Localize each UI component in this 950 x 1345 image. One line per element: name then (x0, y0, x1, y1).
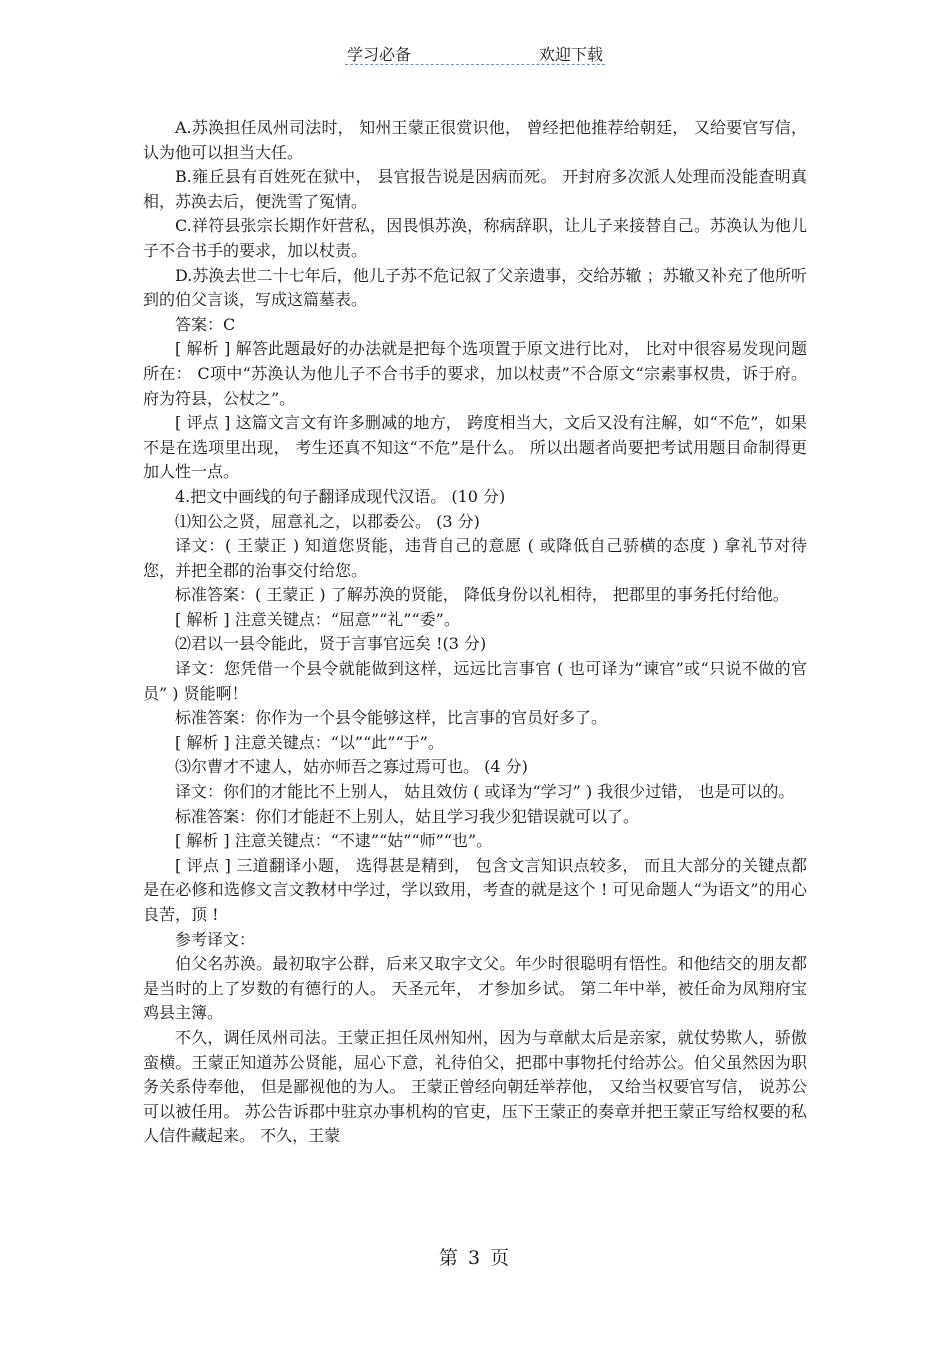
paragraph-sentence-2: ⑵君以一县令能此，贤于言事官远矣 !(3 分) (175, 634, 487, 654)
paragraph-standard-answer-3: 标准答案：你们才能赶不上别人，姑且学习我少犯错误就可以了。 (175, 806, 640, 826)
paragraph-translation-3: 译文：你们的才能比不上别人， 姑且效仿 ( 或译为“学习” ) 我很少过错， 也是可以的。 (175, 782, 795, 802)
paragraph-sentence-1: ⑴知公之贤，屈意礼之，以郡委公。 (3 分) (175, 511, 480, 531)
paragraph-analysis-1: [ 解析 ] 注意关键点：“屈意”“礼”“委”。 (175, 609, 460, 629)
paragraph-translation-1: 译文：( 王蒙正 ) 知道您贤能，违背自己的意愿 ( 或降低自己骄横的态度 ) 拿礼节对待您，并把全郡的治事交付给您。 (143, 536, 807, 580)
paragraph-reference-heading: 参考译文： (175, 929, 256, 949)
document-body (143, 116, 807, 1149)
paragraph-standard-answer-2: 标准答案：你作为一个县令能够这样，比言事的官员好多了。 (175, 708, 608, 728)
header-right-text: 欢迎下载 (538, 45, 603, 64)
paragraph-answer: 答案：C (175, 314, 236, 334)
paragraph-analysis-2: [ 解析 ] 注意关键点：“以”“此”“于”。 (175, 732, 444, 752)
paragraph-analysis: [ 解析 ] 解答此题最好的办法就是把每个选项置于原文进行比对， 比对中很容易发现问题所在： C项中“苏涣认为他儿子不合书手的要求，加以杖责”不合原文“宗素事权贵，诉于府。府为符县，公杖之”。 (143, 339, 807, 408)
paragraph-option-a: A.苏涣担任凤州司法时， 知州王蒙正很赏识他， 曾经把他推荐给朝廷， 又给要官写信，认为他可以担当大任。 (143, 118, 807, 162)
paragraph-option-c: C.祥符县张宗长期作奸营私，因畏惧苏涣，称病辞职，让儿子来接替自己。苏涣认为他儿子不合书手的要求，加以杖责。 (143, 216, 807, 260)
paragraph-comment-2: [ 评点 ] 三道翻译小题， 选得甚是精到， 包含文言知识点较多， 而且大部分的关键点都是在必修和选修文言文教材中学过，学以致用，考查的就是这个 ! 可见命题人“为语文”的用心良苦，顶 ! (143, 855, 807, 924)
header-left-text: 学习必备 (347, 45, 412, 64)
page-header (345, 42, 605, 65)
page-number: 第 3 页 (438, 1247, 512, 1269)
paragraph-option-d: D.苏涣去世二十七年后，他儿子苏不危记叙了父亲遗事，交给苏辙 ；苏辙又补充了他所听到的伯父言谈，写成这篇墓表。 (143, 265, 807, 310)
paragraph-comment: [ 评点 ] 这篇文言文有许多删减的地方， 跨度相当大，文后又没有注解，如“不危”，如果不是在选项里出现， 考生还真不知这“不危”是什么。 所以出题者尚要把考试用题目命制得更加人性一点。 (143, 413, 807, 482)
paragraph-sentence-3: ⑶尔曹才不逮人，姑亦师吾之寡过焉可也。 (4 分) (175, 757, 528, 777)
paragraph-reference-2: 不久，调任凤州司法。王蒙正担任凤州知州，因为与章献太后是亲家，就仗势欺人，骄傲蛮横。王蒙正知道苏公贤能，屈心下意，礼待伯父，把郡中事物托付给苏公。伯父虽然因为职务关系侍奉他， 但是鄙视他的为人。 王蒙正曾经向朝廷举荐他， 又给当权要官写信， 说苏公可以被任用。 苏公告诉郡中驻京办事机构的官吏，压下王蒙正的奏章并把王蒙正写给权要的私人信件藏起来。 不久，王蒙 (143, 1027, 807, 1146)
paragraph-analysis-3: [ 解析 ] 注意关键点：“不逮”“姑”“师”“也”。 (175, 831, 493, 851)
paragraph-standard-answer-1: 标准答案：( 王蒙正 ) 了解苏涣的贤能， 降低身份以礼相待， 把郡里的事务托付给他。 (175, 585, 789, 605)
paragraph-translation-2: 译文：您凭借一个县令就能做到这样，远远比言事官 ( 也可译为“谏官”或“只说不做的官员” ) 贤能啊！ (143, 659, 807, 703)
paragraph-question-4: 4.把文中画线的句子翻译成现代汉语。 (10 分) (175, 486, 506, 506)
paragraph-option-b: B.雍丘县有百姓死在狱中， 县官报告说是因病而死。 开封府多次派人处理而没能查明真相，苏涣去后，便洗雪了冤情。 (143, 167, 807, 211)
paragraph-reference-1: 伯父名苏涣。最初取字公群，后来又取字文父。年少时很聪明有悟性。和他结交的朋友都是当时的上了岁数的有德行的人。 天圣元年， 才参加乡试。 第二年中举，被任命为凤翔府宝鸡县主簿。 (143, 954, 807, 1023)
